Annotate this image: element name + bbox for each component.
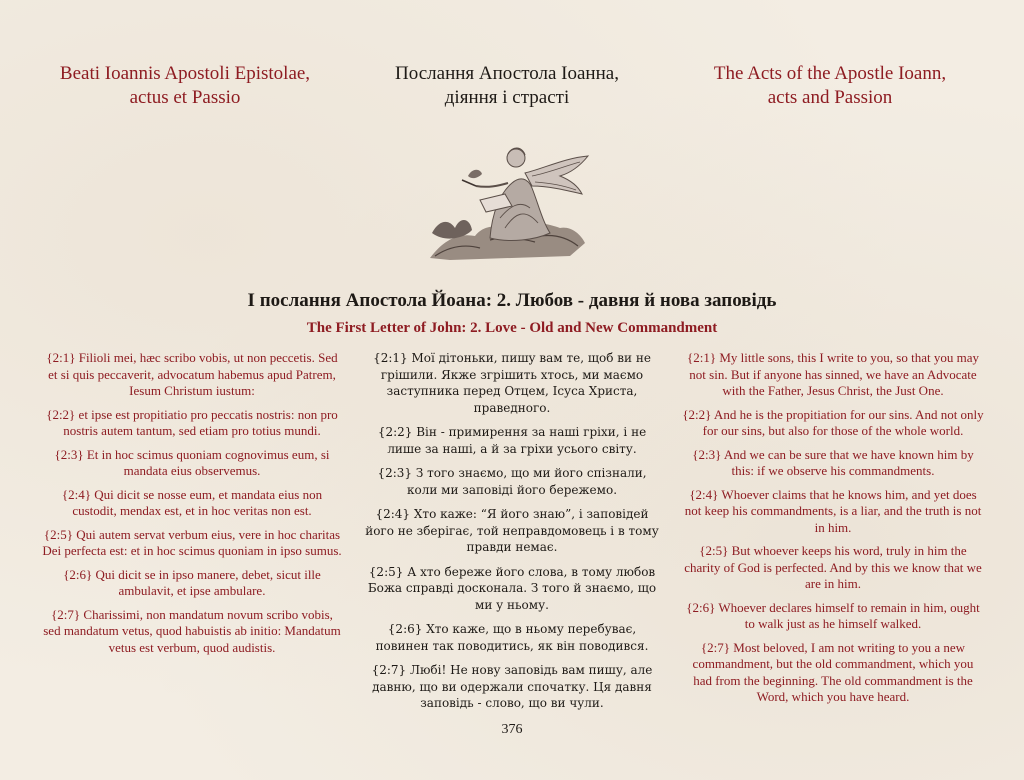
ukrainian-verse: {2:1} Мої дітоньки, пишу вам те, щоб ви не грішили. Якже згрішить хтось, ми маємо заступника перед Отцем, Ісуса Христа, праведного.: [373, 351, 651, 415]
english-verse: {2:7} Most beloved, I am not writing to you a new commandment, but the old commandment, which you had from the beginning. The old commandment is the Word, which you have heard.: [692, 639, 974, 704]
english-verse: {2:6} Whoever declares himself to remain in him, ought to walk just as he himself walked.: [686, 599, 980, 631]
latin-book-title: Beati Ioannis Apostoli Epistolae, actus et Passio: [59, 63, 311, 108]
ukrainian-verse: {2:7} Любі! Не нову заповідь вам пишу, але давню, що ви одержали спочатку. Ця давня заповідь - слово, що ви чули.: [371, 663, 653, 710]
latin-verse: {2:3} Et in hoc scimus quoniam cognovimus eum, si mandata eius observemus.: [54, 446, 330, 478]
latin-text-column: [42, 350, 342, 663]
ukrainian-verse: {2:4} Хто каже: “Я його знаю”, і заповідей його не зберігає, той неправдомовець і в тому правди немає.: [365, 507, 659, 554]
apostle-engraving-illustration: [420, 128, 600, 268]
latin-verse: {2:1} Filioli mei, hæc scribo vobis, ut non peccetis. Sed et si quis peccaverit, advocatum habemus apud Patrem, Iesum Christum iustum:: [46, 350, 338, 398]
ukrainian-verse: {2:2} Він - примирення за наші гріхи, і не лише за наші, а й за гріхи усього світу.: [377, 425, 647, 456]
english-text-column: [682, 350, 984, 713]
chapter-title-ukrainian: I послання Апостола Йоана: 2. Любов - давня й нова заповідь: [247, 290, 777, 311]
english-verse: {2:3} And we can be sure that we have known him by this: if we observe his commandments.: [692, 446, 974, 478]
latin-verse: {2:2} et ipse est propitiatio pro peccatis nostris: non pro nostris autem tantum, sed etiam pro totius mundi.: [46, 406, 338, 438]
ukrainian-book-title: Послання Апостола Іоанна, діяння і страсті: [395, 63, 619, 108]
latin-verse: {2:5} Qui autem servat verbum eius, vere in hoc charitas Dei perfecta est: et in hoc scimus quoniam in ipso sumus.: [42, 526, 342, 558]
english-verse: {2:4} Whoever claims that he knows him, and yet does not keep his commandments, is a liar, and the truth is not in him.: [684, 486, 982, 535]
english-verse: {2:1} My little sons, this I write to you, so that you may not sin. But if anyone has sinned, we have an Advocate with the Father, Jesus Christ, the Just One.: [687, 350, 979, 398]
latin-verse: {2:7} Charissimi, non mandatum novum scribo vobis, sed mandatum vetus, quod habuistis ab initio: Mandatum vetus est verbum, quod audistis.: [43, 606, 341, 655]
latin-verse: {2:4} Qui dicit se nosse eum, et mandata eius non custodit, mendax est, et in hoc veritas non est.: [61, 486, 323, 518]
english-book-title: The Acts of the Apostle Ioann, acts and Passion: [713, 63, 947, 108]
ukrainian-verse: {2:5} А хто береже його слова, в тому любов Божа справді досконала. З того й знаємо, що ми у ньому.: [367, 564, 657, 612]
page-number: 376: [501, 722, 523, 737]
ukrainian-text-column: [362, 350, 662, 720]
latin-verse: {2:6} Qui dicit se in ipso manere, debet, sicut ille ambulavit, et ipse ambulare.: [63, 566, 321, 598]
english-verse: {2:2} And he is the propitiation for our sins. And not only for our sins, but also for those of the whole world.: [682, 406, 984, 438]
english-verse: {2:5} But whoever keeps his word, truly in him the charity of God is perfected. And by this we know that we are in him.: [684, 543, 982, 591]
ukrainian-verse: {2:3} З того знаємо, що ми його спізнали, коли ми заповіді його бережемо.: [377, 466, 647, 497]
chapter-title-english: The First Letter of John: 2. Love - Old and New Commandment: [306, 320, 718, 336]
ukrainian-verse: {2:6} Хто каже, що в ньому перебуває, повинен так поводитись, як він поводився.: [375, 622, 649, 653]
